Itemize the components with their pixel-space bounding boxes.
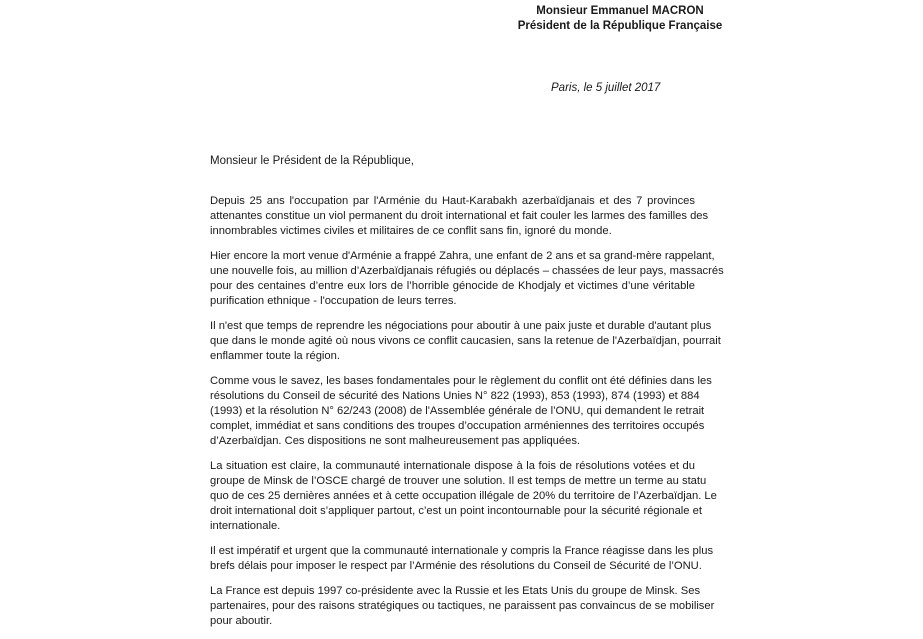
paragraph-6 — [210, 544, 714, 574]
place-date: Paris, le 5 juillet 2017 — [551, 82, 661, 94]
paragraph-line: Depuis 25 ans l'occupation par l'Arménie du Haut-Karabakh azerbaïdjanais et des 7 provinces — [210, 195, 695, 207]
recipient-title: Président de la République Française — [517, 20, 723, 32]
paragraph-line: résolutions du Conseil de sécurité des Nations Unies N° 822 (1993), 853 (1993), 874 (1993) et 884 — [210, 390, 700, 402]
recipient-name: Monsieur Emmanuel MACRON — [536, 5, 704, 17]
paragraph-line: Il est impératif et urgent que la communauté internationale y compris la France réagisse dans les plus — [210, 545, 714, 557]
paragraph-line: partenaires, pour des raisons stratégiques ou tactiques, ne paraissent pas convaincus de se mobiliser — [210, 600, 715, 612]
paragraph-line: droit international doit s’appliquer partout, c’est un point incontournable pour la sécurité régionale et — [210, 505, 702, 517]
paragraph-5 — [210, 459, 717, 534]
paragraph-line: innombrables victimes civiles et militaires de ce conflit sans fin, ignoré du monde. — [210, 225, 612, 237]
paragraph-line: pour des centaines d’entre eux lors de l’horrible génocide de Khodjaly et victimes d’une véritable — [210, 280, 695, 292]
paragraph-line: attenantes constitue un viol permanent du droit international et fait couler les larmes des familles des — [210, 210, 709, 222]
paragraph-2 — [210, 249, 724, 309]
paragraph-3 — [210, 319, 721, 364]
paragraph-line: groupe de Minsk de l’OSCE chargé de trouver une solution. Il est temps de mettre un terme au statu — [210, 475, 707, 487]
recipient-block — [470, 4, 770, 34]
paragraph-line: purification ethnique - l'occupation de leurs terres. — [210, 295, 457, 307]
paragraph-line: internationale. — [210, 520, 281, 532]
salutation: Monsieur le Président de la République, — [210, 155, 414, 167]
paragraph-line: enflammer toute la région. — [210, 350, 340, 362]
paragraph-line: brefs délais pour imposer le respect par l’Arménie des résolutions du Conseil de Sécurité de l’ONU. — [210, 560, 702, 572]
paragraph-line: quo de ces 25 dernières années et à cette occupation illégale de 20% du territoire de l’Azerbaïdjan. Le — [210, 490, 717, 502]
paragraph-line: La situation est claire, la communauté internationale dispose à la fois de résolutions votées et du — [210, 460, 695, 472]
paragraph-line: que dans le monde agité où nous vivons ce conflit caucasien, sans la retenue de l'Azerbaïdjan, pourrait — [210, 335, 721, 347]
paragraph-1 — [210, 194, 709, 239]
letter-body — [210, 194, 724, 639]
paragraph-line: La France est depuis 1997 co-présidente avec la Russie et les Etats Unis du groupe de Minsk. Ses — [210, 585, 701, 597]
paragraph-line: complet, immédiat et sans conditions des troupes d’occupation arméniennes des territoires occupés — [210, 420, 705, 432]
paragraph-line: Comme vous le savez, les bases fondamentales pour le règlement du conflit ont été définies dans les — [210, 375, 712, 387]
paragraph-line: Hier encore la mort venue d'Arménie a frappé Zahra, une enfant de 2 ans et sa grand-mère rappelant, — [210, 250, 715, 262]
paragraph-line: une nouvelle fois, au million d’Azerbaïdjanais réfugiés ou déplacés – chassées de leur pays, massacrés — [210, 265, 724, 277]
paragraph-line: d’Azerbaïdjan. Ces dispositions ne sont malheureusement pas appliquées. — [210, 435, 581, 447]
paragraph-line: pour aboutir. — [210, 615, 273, 627]
paragraph-line: Il n'est que temps de reprendre les négociations pour aboutir à une paix juste et durable d'autant plus — [210, 320, 712, 332]
paragraph-7 — [210, 584, 715, 629]
paragraph-4 — [210, 374, 712, 449]
paragraph-line: (1993) et la résolution N° 62/243 (2008) de l'Assemblée générale de l’ONU, qui demandent le retrait — [210, 405, 705, 417]
